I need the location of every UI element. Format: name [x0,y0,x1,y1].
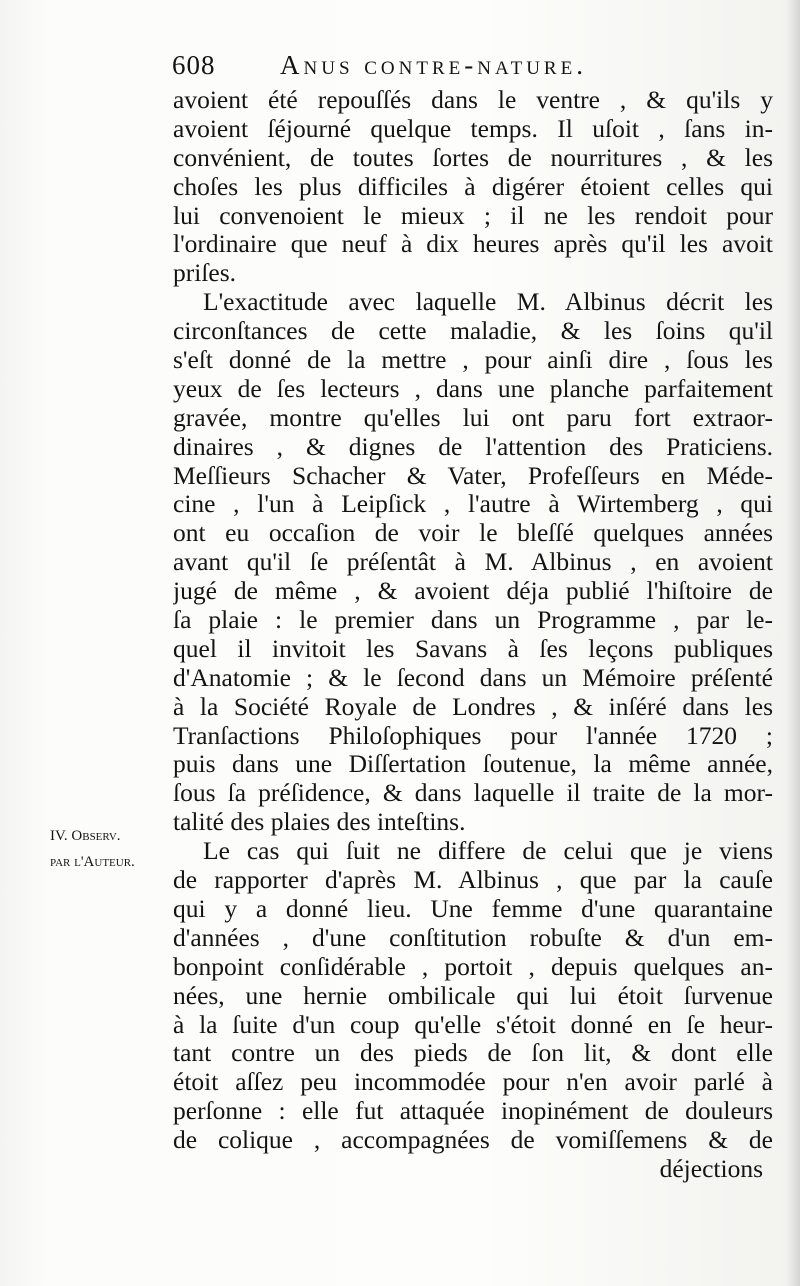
margin-note [50,823,170,875]
text-line: jugé de même , & avoient déja publié l'hiſtoire de [173,577,773,606]
catchword: déjections [659,1153,763,1183]
text-line: qui y a donné lieu. Une femme d'une quarantaine [173,894,773,923]
text-line: tant contre un des pieds de ſon lit, & dont elle [173,1039,773,1068]
text-line: ont eu occaſion de voir le bleſſé quelques années [173,519,773,548]
text-line: à la Société Royale de Londres , & inſéré dans les [173,692,773,721]
text-line: puis dans une Diſſertation ſoutenue, la même année, [173,750,773,779]
text-line: lui convenoient le mieux ; il ne les rendoit pour [173,201,773,230]
text-line: yeux de ſes lecteurs , dans une planche parfaitement [173,374,773,403]
page-edge-shadow [786,0,800,1286]
text-line: ſous ſa préſidence, & dans laquelle il traite de la mor- [173,779,773,808]
text-line: d'années , d'une conſtitution robuſte & d'un em- [173,923,773,952]
text-line: de colique , accompagnées de vomiſſemens & de [173,1126,773,1155]
text-line: cine , l'un à Leipſick , l'autre à Wirtemberg , qui [173,490,773,519]
text-line: d'Anatomie ; & le ſecond dans un Mémoire préſenté [173,663,773,692]
text-line: talité des plaies des inteſtins. [173,807,466,837]
margin-note-line: IV. Observ. [50,828,121,844]
text-line: étoit aſſez peu incommodée pour n'en avoir parlé à [173,1068,773,1097]
paragraph-start: L'exactitude avec laquelle M. Albinus décrit les [203,288,773,317]
text-line: circonſtances de cette maladie, & les ſoins qu'il [173,317,773,346]
body-text [173,86,773,1184]
page-number: 608 [172,50,216,80]
text-line: gravée, montre qu'elles lui ont paru fort extraor- [173,403,773,432]
paragraph-start: Le cas qui ſuit ne differe de celui que je viens [203,837,773,866]
text-line: à la ſuite d'un coup qu'elle s'étoit donné en ſe heur- [173,1010,773,1039]
text-line: de rapporter d'après M. Albinus , que par la cauſe [173,866,773,895]
text-line: nées, une hernie ombilicale qui lui étoit ſurvenue [173,981,773,1010]
running-title: Anus contre-nature. [280,50,587,80]
text-line: bonpoint conſidérable , portoit , depuis quelques an- [173,952,773,981]
text-line: Meſſieurs Schacher & Vater, Profeſſeurs en Méde- [173,461,773,490]
text-line: dinaires , & dignes de l'attention des Praticiens. [173,432,773,461]
margin-note-line: par l'Auteur. [50,854,135,870]
text-line: avoient ſéjourné quelque temps. Il uſoit , ſans in- [173,114,773,143]
text-line: ſa plaie : le premier dans un Programme , par le- [173,606,773,635]
text-line: avant qu'il ſe préſentât à M. Albinus , en avoient [173,548,773,577]
text-line: s'eſt donné de la mettre , pour ainſi dire , ſous les [173,346,773,375]
text-line: choſes les plus difficiles à digérer étoient celles qui [173,172,773,201]
page-header [172,50,772,88]
text-line: perſonne : elle fut attaquée inopinément de douleurs [173,1097,773,1126]
text-line: avoient été repouſſés dans le ventre , & qu'ils y [173,86,773,114]
text-line: l'ordinaire que neuf à dix heures après qu'il les avoit [173,230,773,259]
text-line: convénient, de toutes ſortes de nourritures , & les [173,143,773,172]
text-line: quel il invitoit les Savans à ſes leçons publiques [173,634,773,663]
text-line: Tranſactions Philoſophiques pour l'année 1720 ; [173,721,773,750]
text-line: priſes. [173,258,237,288]
